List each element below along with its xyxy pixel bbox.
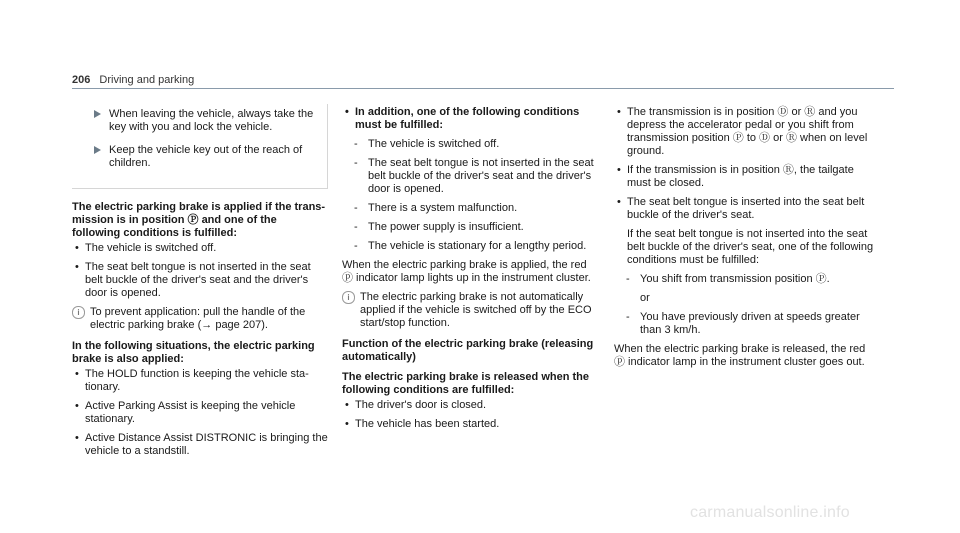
info-icon: i: [72, 306, 85, 319]
note: i To prevent application: pull the handle of the electric parking brake (→ page 207).: [72, 306, 328, 332]
page-header: [72, 74, 194, 87]
section-heading: Function of the electric parking brake (releasing automatically): [342, 338, 594, 363]
list-item: • In addition, one of the following conditions must be fulfilled:: [345, 106, 580, 131]
page-number: 206: [72, 74, 91, 86]
instruction-step: When leaving the vehicle, always take the key with you and lock the vehicle.: [84, 108, 315, 134]
list-item: • The vehicle is switched off.: [75, 242, 217, 254]
paragraph: When the electric parking brake is applied, the red ⓟ indicator lamp lights up in the instrument cluster.: [342, 259, 591, 284]
dash-item: - There is a system malfunction.: [354, 202, 518, 214]
list-item: • If the transmission is in position Ⓡ, the tailgate must be closed.: [617, 164, 854, 189]
watermark: carmanualsonline.info: [690, 504, 850, 521]
list-item: • The transmission is in position Ⓓ or Ⓡ and you depress the accelerator pedal or you shift from transmission position Ⓟ to Ⓓ or Ⓡ when on level ground.: [617, 106, 868, 157]
dash-item: - You have previously driven at speeds greater than 3 km/h.: [626, 311, 860, 336]
list-item: • Active Parking Assist is keeping the vehicle stationary.: [75, 400, 296, 425]
header-divider: [72, 88, 894, 89]
paragraph: When the electric parking brake is released, the red ⓟ indicator lamp in the instrument cluster goes out.: [614, 343, 866, 368]
dash-item: - The power supply is insufficient.: [354, 221, 524, 233]
section-heading: In the following situations, the electric parking brake is also applied:: [72, 340, 315, 365]
dash-item: - The seat belt tongue is not inserted in the seat belt buckle of the driver's seat and the driver's door is opened.: [354, 157, 594, 195]
list-item: • Active Distance Assist DISTRONIC is bringing the vehicle to a standstill.: [75, 432, 328, 457]
list-item: • The driver's door is closed.: [345, 399, 487, 411]
column-middle: [342, 104, 600, 437]
column-right: [614, 104, 876, 375]
list-item: • The vehicle has been started.: [345, 418, 500, 430]
column-left: [72, 104, 328, 464]
instruction-step: Keep the vehicle key out of the reach of children.: [84, 144, 315, 170]
or-text: or: [640, 292, 650, 304]
dash-item: - The vehicle is switched off.: [354, 138, 500, 150]
section-title: Driving and parking: [99, 74, 195, 86]
dash-item: - You shift from transmission position Ⓟ.: [626, 273, 830, 285]
section-heading: The electric parking brake is applied if the transmission is in position Ⓟ and one of the following conditions is fulfilled:: [72, 201, 326, 239]
list-item: • The seat belt tongue is inserted into the seat belt buckle of the driver's seat.: [617, 196, 865, 221]
instruction-box: [72, 104, 328, 189]
indented-paragraph: If the seat belt tongue is not inserted into the seat belt buckle of the driver's seat, one of the following conditions must be fulfilled:: [627, 228, 874, 266]
list-item: • The seat belt tongue is not inserted in the seat belt buckle of the driver's seat and the driver's door is opened.: [75, 261, 311, 299]
section-heading: The electric parking brake is released when the following conditions are fulfilled:: [342, 371, 589, 396]
step-arrow-icon: [94, 146, 101, 154]
note: i The electric parking brake is not automatically applied if the vehicle is switched off by the ECO start/stop function.: [342, 291, 600, 330]
dash-item: - The vehicle is stationary for a lengthy period.: [354, 240, 587, 252]
step-arrow-icon: [94, 110, 101, 118]
list-item: • The HOLD function is keeping the vehicle stationary.: [75, 368, 309, 393]
info-icon: i: [342, 291, 355, 304]
